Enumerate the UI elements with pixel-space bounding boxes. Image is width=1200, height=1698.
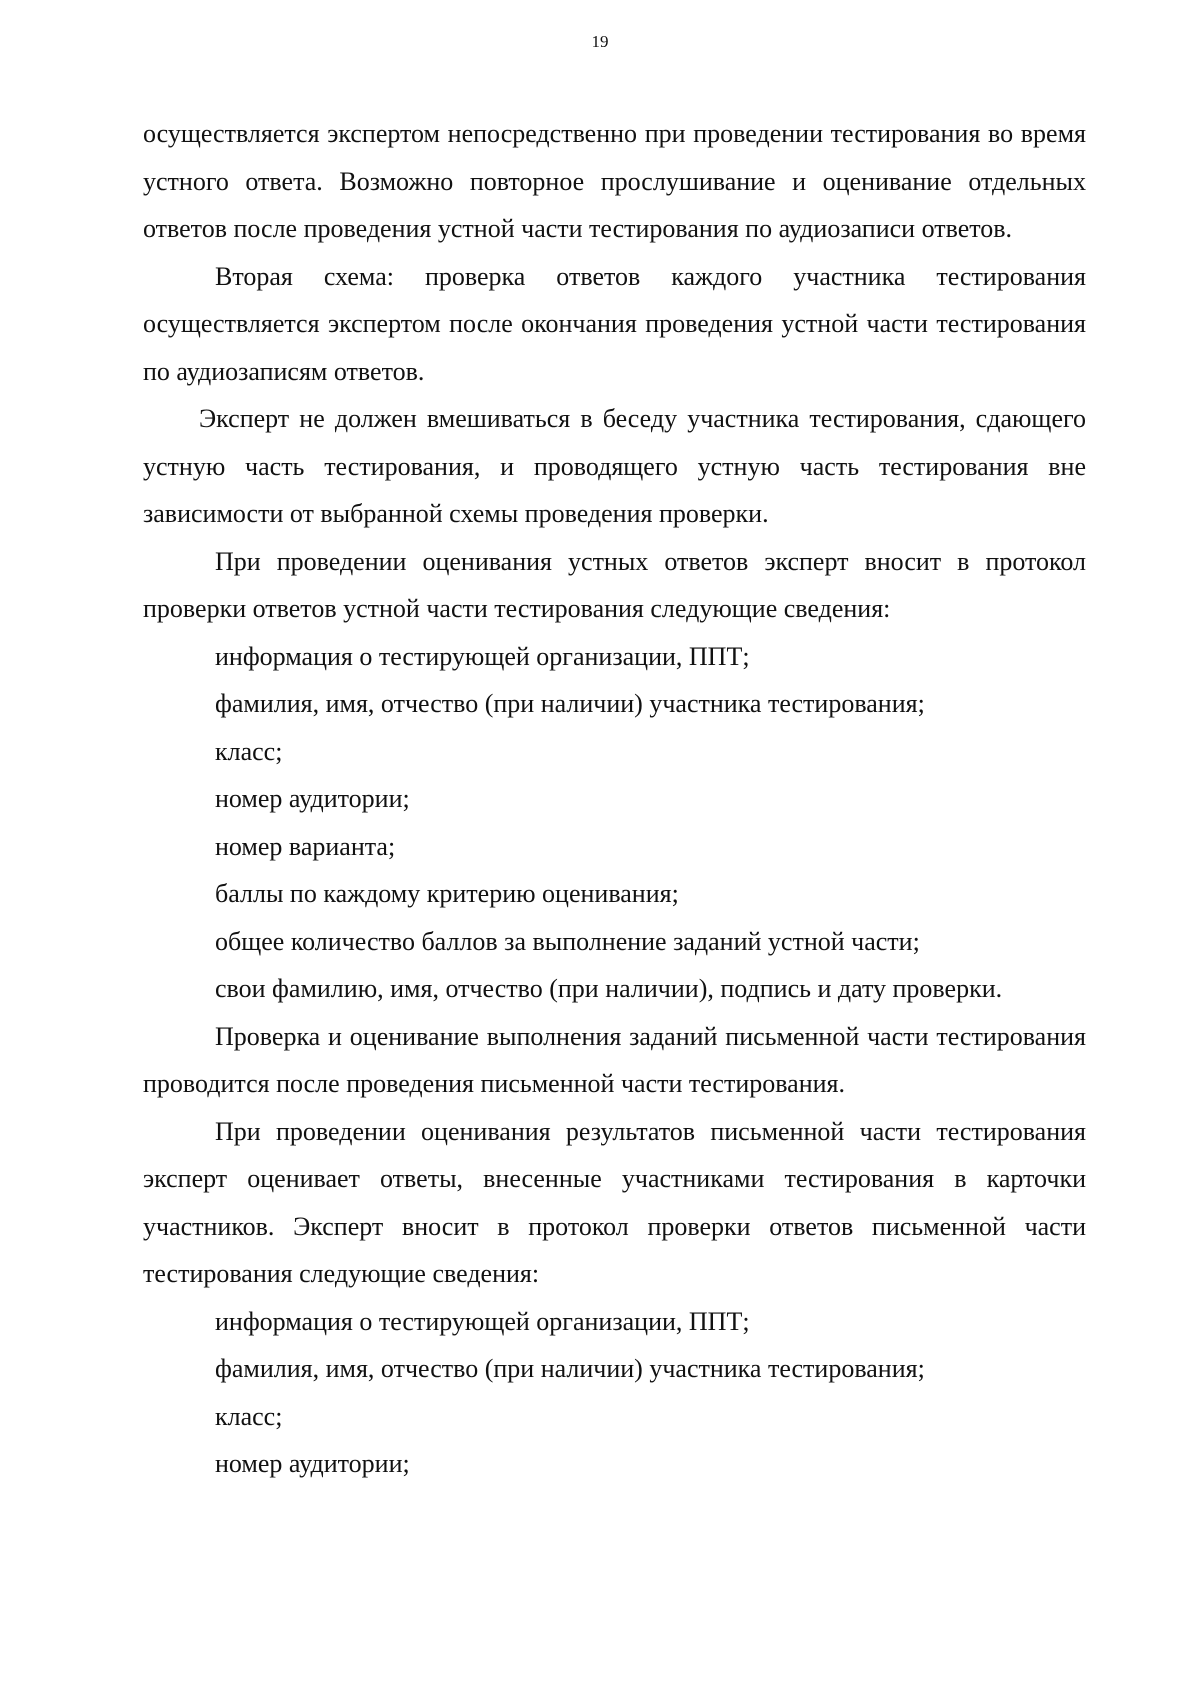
list-item: номер аудитории; (215, 784, 410, 813)
list-item: информация о тестирующей организации, ППТ; (215, 1306, 750, 1336)
list-item: класс; (215, 736, 283, 766)
list-item: фамилия, имя, отчество (при наличии) участника тестирования; (215, 689, 925, 718)
list-item: класс; (215, 1401, 283, 1431)
list-item: номер аудитории; (215, 1449, 410, 1478)
paragraph: Вторая схема: проверка ответов каждого участника тестирования осуществляется экспертом после окончания проведения устной части тестирования по аудиозаписям ответов. (143, 261, 1086, 386)
paragraph: При проведении оценивания результатов письменной части тестирования эксперт оценивает ответы, внесенные участниками тестирования в карточки участников. Эксперт вносит в протокол проверки ответов письменной части тестирования следующие сведения: (143, 1116, 1086, 1288)
list-item: баллы по каждому критерию оценивания; (215, 879, 679, 908)
list-item: общее количество баллов за выполнение заданий устной части; (215, 926, 920, 956)
paragraph: Эксперт не должен вмешиваться в беседу участника тестирования, сдающего устную часть тестирования, и проводящего устную часть тестирования вне зависимости от выбранной схемы проведения проверки. (143, 404, 1086, 528)
document-body (143, 110, 1086, 1488)
paragraph: осуществляется экспертом непосредственно при проведении тестирования во время устного ответа. Возможно повторное прослушивание и оценивание отдельных ответов после проведения устной части тестирования по аудиозаписи ответов. (143, 119, 1086, 243)
paragraph: Проверка и оценивание выполнения заданий письменной части тестирования проводится после проведения письменной части тестирования. (143, 1021, 1086, 1098)
list-item: свои фамилию, имя, отчество (при наличии), подпись и дату проверки. (215, 974, 1003, 1003)
page-number: 19 (591, 32, 609, 51)
list-item: фамилия, имя, отчество (при наличии) участника тестирования; (215, 1354, 925, 1383)
list-item: номер варианта; (215, 831, 396, 861)
list-item: информация о тестирующей организации, ППТ; (215, 641, 750, 671)
paragraph: При проведении оценивания устных ответов эксперт вносит в протокол проверки ответов устной части тестирования следующие сведения: (143, 546, 1086, 623)
